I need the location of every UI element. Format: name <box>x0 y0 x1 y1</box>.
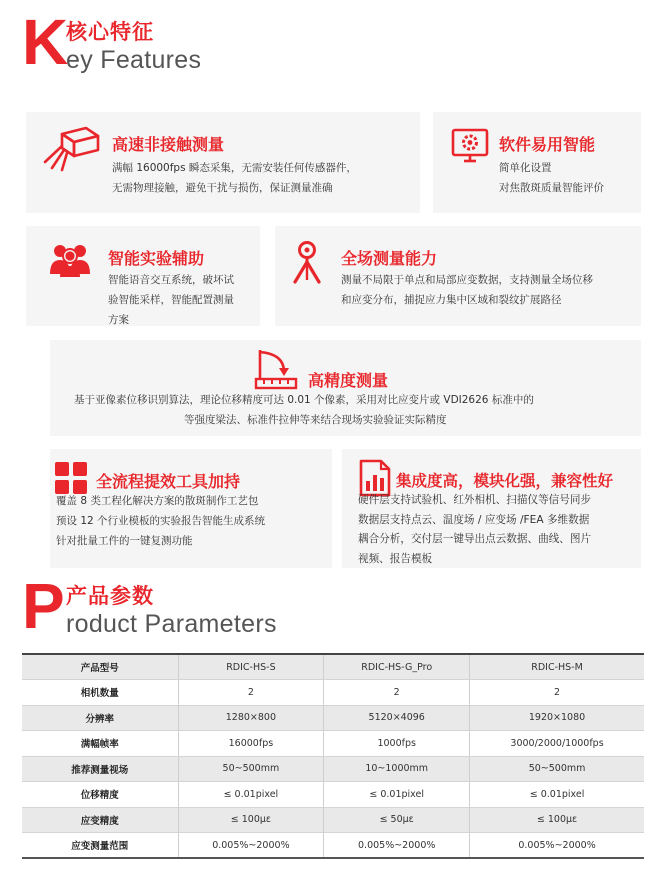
feature-card-high-speed <box>26 112 420 213</box>
table-cell: 16000fps <box>178 731 324 757</box>
table-row <box>22 807 644 833</box>
table-cell: ≤ 0.01pixel <box>324 782 470 808</box>
row-label: 分辨率 <box>22 705 178 731</box>
feature-card-workflow <box>50 449 332 568</box>
key-features-header <box>22 6 222 78</box>
feature-title: 软件易用智能 <box>499 135 596 154</box>
table-cell: RDIC-HS-M <box>470 654 644 680</box>
row-label: 位移精度 <box>22 782 178 808</box>
feature-title: 高精度测量 <box>308 371 389 390</box>
table-cell: 0.005%~2000% <box>470 833 644 859</box>
table-cell: RDIC-HS-G_Pro <box>324 654 470 680</box>
table-cell: 1280×800 <box>178 705 324 731</box>
table-cell: ≤ 0.01pixel <box>178 782 324 808</box>
table-cell: 0.005%~2000% <box>178 833 324 859</box>
table-cell: 10~1000mm <box>324 756 470 782</box>
table-cell: 1920×1080 <box>470 705 644 731</box>
table-cell: 2 <box>178 680 324 706</box>
feature-card-assist <box>26 226 260 326</box>
section-title-cn: 核心特征 <box>66 20 154 44</box>
table-cell: ≤ 100με <box>470 807 644 833</box>
high-speed-camera-icon <box>42 126 102 172</box>
table-row <box>22 833 644 859</box>
feature-description: 硬件层支持试验机、红外相机、扫描仪等信号同步 数据层支持点云、温度场 / 应变场 /FEA 多维数据 耦合分析，交付层一键导出点云数据、曲线、图片 视频、报告模板 <box>358 494 592 565</box>
product-parameters-header <box>22 570 302 642</box>
users-icon <box>48 242 92 278</box>
row-label: 相机数量 <box>22 680 178 706</box>
feature-description: 测量不局限于单点和局部应变数据，支持测量全场位移 和应变分布，捕捉应力集中区域和裂纹扩展路径 <box>341 274 593 306</box>
feature-card-full-field <box>275 226 641 326</box>
row-label: 应变精度 <box>22 807 178 833</box>
table-row <box>22 756 644 782</box>
precision-ruler-icon <box>254 348 298 390</box>
table-cell: RDIC-HS-S <box>178 654 324 680</box>
row-label: 应变测量范围 <box>22 833 178 859</box>
table-cell: ≤ 0.01pixel <box>470 782 644 808</box>
table-cell: 50~500mm <box>178 756 324 782</box>
table-row <box>22 654 644 680</box>
table-row <box>22 782 644 808</box>
section-title-cn: 产品参数 <box>66 584 154 608</box>
table-cell: 3000/2000/1000fps <box>470 731 644 757</box>
section-title-en: ey Features <box>66 46 202 74</box>
table-cell: 0.005%~2000% <box>324 833 470 859</box>
feature-title: 高速非接触测量 <box>112 135 225 154</box>
feature-description: 满幅 16000fps 瞬态采集，无需安装任何传感器件， 无需物理接触，避免干扰与损伤，保证测量准确 <box>112 162 357 194</box>
feature-title: 智能实验辅助 <box>108 249 205 268</box>
table-cell: ≤ 100με <box>178 807 324 833</box>
table-row <box>22 680 644 706</box>
feature-title: 集成度高，模块化强，兼容性好 <box>396 472 614 490</box>
table-row <box>22 731 644 757</box>
feature-card-software <box>433 112 641 213</box>
software-gear-icon <box>451 128 489 164</box>
table-cell: 2 <box>470 680 644 706</box>
grid-blocks-icon <box>54 461 88 495</box>
product-parameters-table <box>22 653 644 859</box>
row-label: 满幅帧率 <box>22 731 178 757</box>
table-cell: 5120×4096 <box>324 705 470 731</box>
feature-title: 全场测量能力 <box>341 249 438 268</box>
section-letter: K <box>22 6 69 78</box>
feature-description: 智能语音交互系统，破坏试 验智能采样，智能配置测量 方案 <box>108 274 234 326</box>
table-row <box>22 705 644 731</box>
table-cell: ≤ 50με <box>324 807 470 833</box>
table-cell: 2 <box>324 680 470 706</box>
feature-description: 简单化设置 对焦散斑质量智能评价 <box>499 162 604 194</box>
table-cell: 50~500mm <box>470 756 644 782</box>
feature-card-integration <box>342 449 641 568</box>
feature-card-precision <box>50 340 641 436</box>
section-letter: P <box>22 570 65 642</box>
table-cell: 1000fps <box>324 731 470 757</box>
feature-description: 基于亚像素位移识别算法，理论位移精度可达 0.01 个像素，采用对比应变片或 VDI2626 标准中的 等强度梁法、标准件拉伸等来结合现场实验验证实际精度 <box>74 394 534 426</box>
row-label: 产品型号 <box>22 654 178 680</box>
section-title-en: roduct Parameters <box>66 610 277 638</box>
feature-description: 覆盖 8 类工程化解决方案的散斑制作工艺包 预设 12 个行业模板的实验报告智能生成系统 针对批量工件的一键复测功能 <box>56 495 266 547</box>
table-body <box>22 654 644 858</box>
row-label: 推荐测量视场 <box>22 756 178 782</box>
feature-title: 全流程提效工具加持 <box>96 472 241 491</box>
tripod-target-icon <box>287 240 327 284</box>
